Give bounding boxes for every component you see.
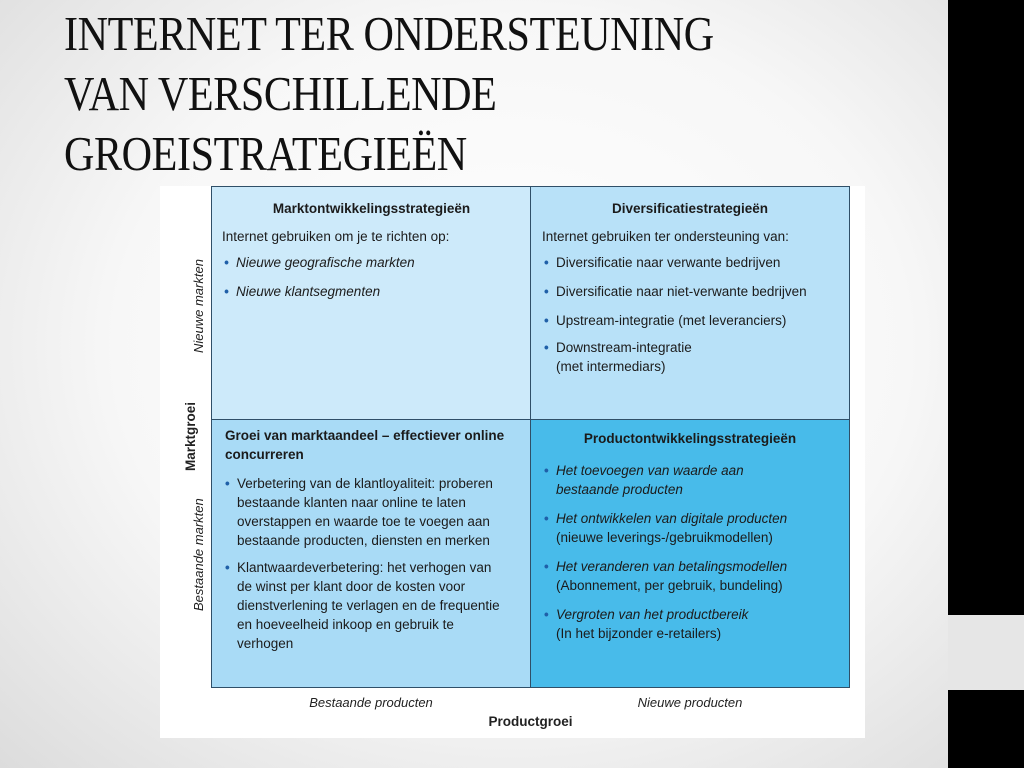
y-axis-bottom-label: Bestaande markten — [191, 498, 206, 611]
title-line-2: VAN VERSCHILLENDE — [64, 66, 497, 121]
growth-matrix — [211, 186, 850, 688]
list-item: • Diversificatie naar verwante bedrijven — [542, 253, 786, 272]
list-item: • Verbetering van de klantloyaliteit: proberen bestaande klanten naar online te laten overstappen en waarde toe te voegen aan bestaande producten, diensten en merken — [223, 474, 523, 550]
list-item — [542, 557, 842, 595]
list-item: • Nieuwe geografische markten — [222, 253, 522, 272]
cell-heading: Diversificatiestrategieën — [611, 201, 769, 216]
list-item-sub: (Abonnement, per gebruik, bundeling) — [556, 578, 783, 593]
x-axis-title: Productgroei — [488, 714, 573, 729]
x-axis-left-label: Bestaande producten — [309, 695, 433, 710]
list-item: • Upstream-integratie (met leveranciers) — [542, 311, 786, 330]
list-item: • Downstream-integratie (met intermediars) — [542, 338, 716, 376]
title-line-1: INTERNET TER ONDERSTEUNING — [64, 6, 714, 61]
list-item-main: Het toevoegen van waarde aan bestaande producten — [556, 463, 744, 497]
list-item: • Klantwaardeverbetering: het verhogen van de winst per klant door de kosten voor dienstverlening te verlagen en de frequentie en hoeveelheid inkoop en gebruik te verhogen — [223, 558, 509, 653]
list-item — [542, 461, 796, 499]
list-item-main: • Vergroten van het productbereik — [556, 607, 749, 622]
list-item-main: • Het ontwikkelen van digitale producten — [556, 511, 788, 526]
cell-market-development — [212, 187, 531, 420]
list-item: • Nieuwe klantsegmenten — [222, 282, 522, 301]
right-edge-bar — [948, 0, 1024, 768]
cell-heading: Marktontwikkelingsstrategieën — [272, 201, 471, 216]
list-item: • Diversificatie naar niet-verwante bedrijven — [542, 282, 786, 301]
cell-list — [542, 253, 807, 376]
list-item-sub: (nieuwe leverings-/gebruikmodellen) — [556, 530, 773, 545]
slide-title — [64, 4, 804, 184]
cell-list — [223, 474, 523, 653]
cell-intro: Internet gebruiken ter ondersteuning van: — [542, 229, 789, 244]
cell-diversification — [531, 187, 849, 420]
cell-market-share-growth — [212, 420, 531, 687]
right-edge-gap — [948, 615, 1024, 690]
cell-product-development — [531, 420, 849, 687]
list-item-sub: (In het bijzonder e-retailers) — [556, 626, 722, 641]
list-item-main: • Het veranderen van betalingsmodellen — [556, 559, 788, 574]
cell-heading: Groei van marktaandeel – effectiever online concurreren — [225, 428, 505, 462]
list-item — [542, 605, 842, 643]
cell-heading: Productontwikkelingsstrategieën — [583, 431, 797, 446]
y-axis-top-label: Nieuwe markten — [191, 259, 206, 353]
y-axis-title: Marktgroei — [183, 401, 198, 471]
cell-list — [542, 461, 842, 643]
title-line-3: GROEISTRATEGIEËN — [64, 126, 467, 181]
list-item — [542, 509, 842, 547]
x-axis-right-label: Nieuwe producten — [637, 695, 743, 710]
cell-intro: Internet gebruiken om je te richten op: — [222, 229, 450, 244]
cell-list — [222, 253, 522, 301]
